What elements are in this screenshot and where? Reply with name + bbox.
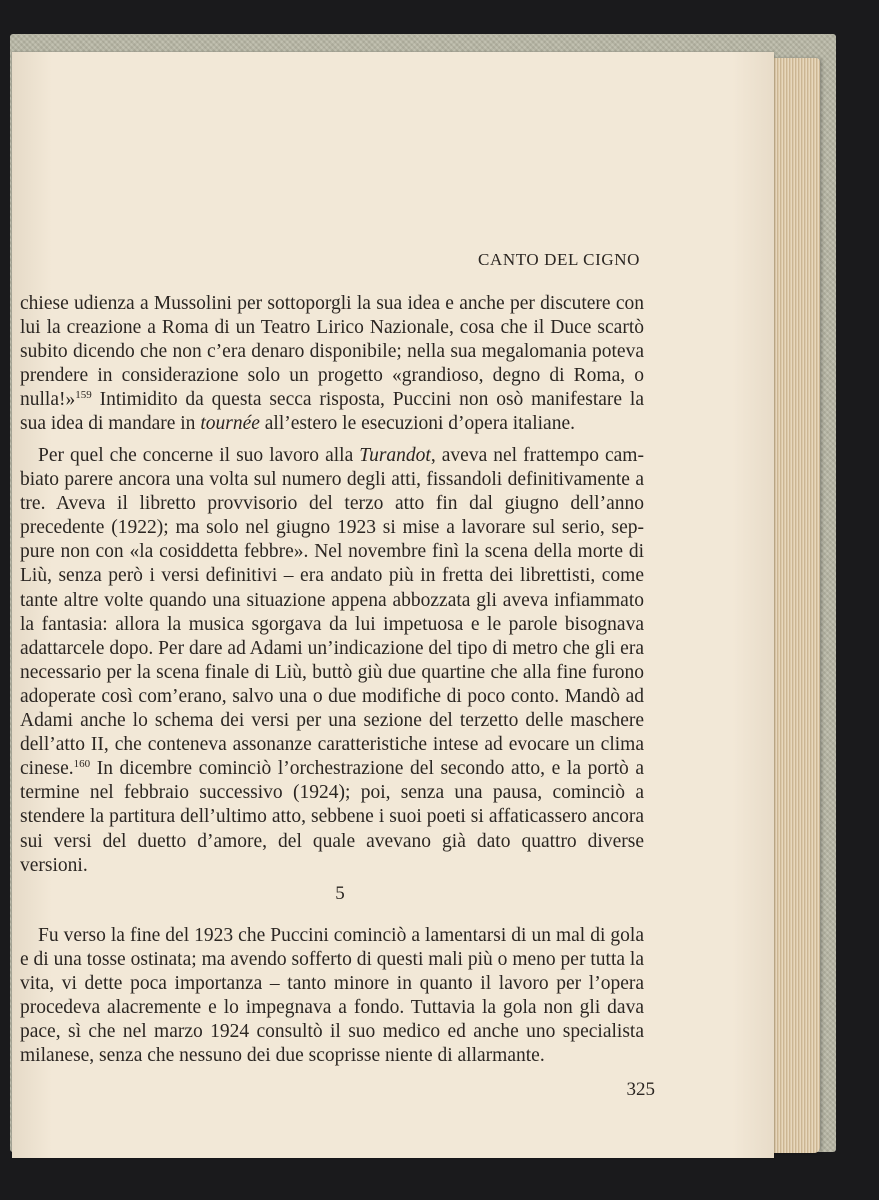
text-run: chiese udienza a Mussolini per sottoporgli la sua idea e anche per discutere con lui la creazione a Roma di un Teatro Lirico Nazionale, cosa che il Duce scartò subito dicendo che non c’era denaro disponibile; nella sua megalomania poteva prendere in considerazione solo un progetto «grandioso, degno di Roma, o nulla!» xyxy=(20,293,644,411)
text-run: all’estero le esecuzioni d’opera italiane. xyxy=(259,413,575,435)
text-run: Fu verso la fine del 1923 che Puccini cominciò a lamentarsi di un mal di gola e di una tosse ostinata; ma avendo sofferto di questi mali più o meno per tutta la vita, vi dette poca importanza – tanto minore in quanto il lavoro per l’opera procedeva alacremente e lo impegnava a fondo. Tuttavia la gola non gli dava pace, sì che nel marzo 1924 consultò il suo medico ed anche uno specialista milanese, senza che nessuno dei due scoprisse niente di allarmante. xyxy=(20,925,644,1067)
paragraph xyxy=(20,924,644,1069)
text-run: In dicembre cominciò l’orchestrazione del secondo atto, e la portò a termine nel febbraio successivo (1924); poi, senza una pausa, cominciò a stendere la partitura dell’ultimo atto, sebbene i suoi poeti si affaticassero ancora sui versi del duetto d’amore, del quale avevano già dato quattro diverse versioni. xyxy=(20,758,644,876)
footnote-ref: 159 xyxy=(75,389,92,402)
paragraph xyxy=(20,292,644,437)
section-number: 5 xyxy=(335,883,345,904)
paragraph xyxy=(20,444,644,878)
running-head: CANTO DEL CIGNO xyxy=(478,250,640,269)
book-page xyxy=(12,52,774,1158)
footnote-ref: 160 xyxy=(73,758,91,771)
text-run: Intimidito da questa secca risposta, Puccini non osò manifestare la sua idea di mandare in xyxy=(20,389,644,435)
text-run: Per quel che concerne il suo lavoro alla xyxy=(38,445,360,466)
text-run: , aveva nel frattempo cambiato parere ancora una volta sul numero degli atti, fissandoli definitivamente a tre. Aveva il libretto provvisorio del terzo atto fin dal giugno dell’anno precedente (1922); ma solo nel giugno 1923 si mise a lavorare sul serio, seppure non con «la cosiddetta febbre». Nel novembre finì la scena della morte di Liù, senza però i versi definitivi – era andato più in fretta dei librettisti, come tante altre volte quando una situazione appena abbozzata gli aveva infiammato la fantasia: allora la musica sgorgava da lui impetuosa e le parole bisognava adattarcele dopo. Per dare ad Adami un’indicazione del tipo di metro che gli era necessario per la scena finale di Liù, buttò giù due quartine che alla fine furono adoperate così com’erano, salvo una o due modifiche di poco conto. Mandò ad Adami anche lo schema dei versi per una sezione del terzetto delle maschere dell’atto II, che conteneva assonanze caratteristiche intese ad evocare un clima cinese. xyxy=(20,445,644,780)
page-number: 325 xyxy=(626,1079,655,1100)
italic-text: tournée xyxy=(200,413,260,435)
italic-text: Turandot xyxy=(359,445,431,466)
